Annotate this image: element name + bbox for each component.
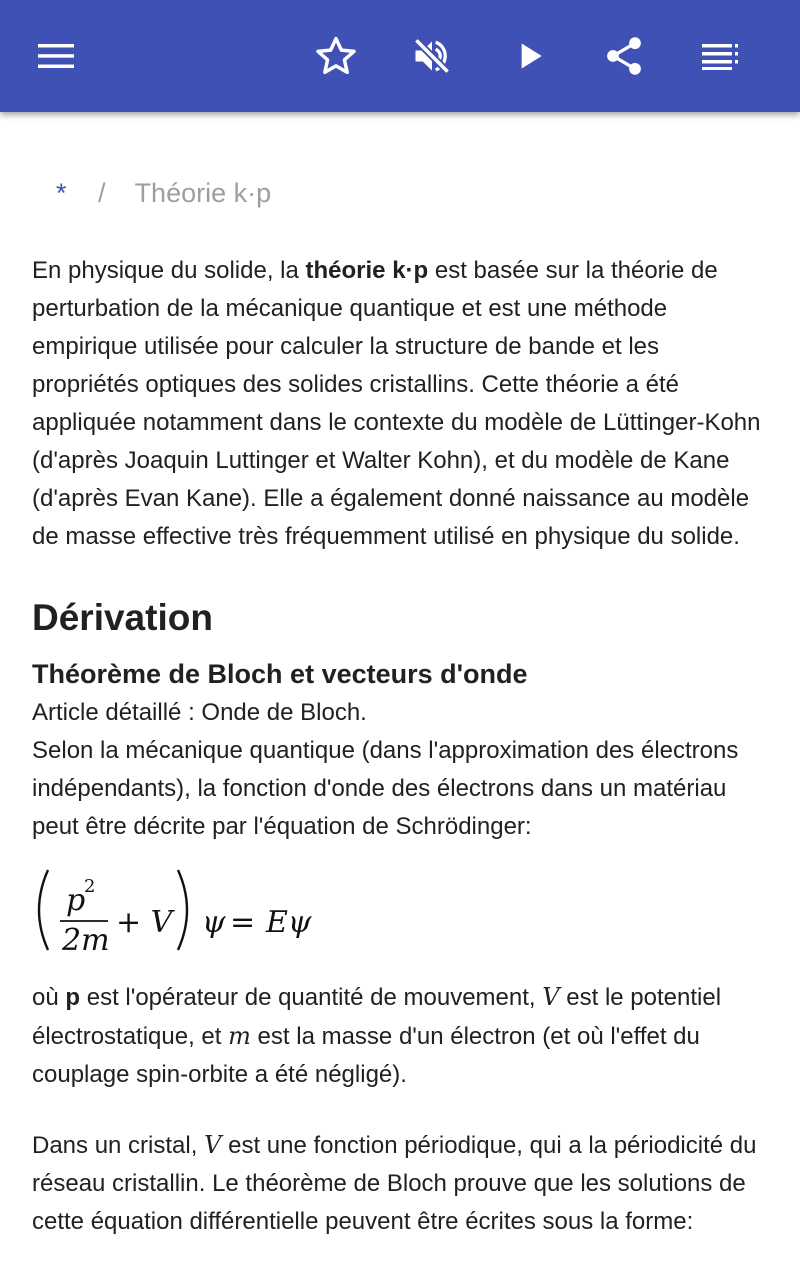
symbol-v: V bbox=[204, 1131, 222, 1159]
play-icon bbox=[510, 36, 550, 76]
intro-text-start: En physique du solide, la bbox=[32, 257, 306, 284]
text: est le potentiel électrostatique, et bbox=[32, 984, 722, 1050]
intro-term: théorie k·p bbox=[305, 257, 429, 284]
formula-equals: = bbox=[230, 905, 256, 940]
favorite-button[interactable] bbox=[304, 24, 368, 88]
breadcrumb-current: Théorie k·p bbox=[134, 178, 272, 208]
play-button[interactable] bbox=[498, 24, 562, 88]
app-toolbar bbox=[0, 0, 800, 112]
operator-paragraph bbox=[32, 978, 772, 1094]
mute-button[interactable] bbox=[400, 24, 464, 88]
menu-icon bbox=[36, 40, 76, 72]
breadcrumb-separator: / bbox=[98, 178, 106, 208]
breadcrumb-home-link[interactable]: * bbox=[56, 178, 67, 208]
formula-e-psi: Eψ bbox=[266, 905, 312, 940]
volume-off-icon bbox=[410, 34, 454, 78]
text: Dans un cristal, bbox=[32, 1132, 205, 1159]
symbol-p: p bbox=[65, 984, 81, 1011]
schrodinger-paragraph: Selon la mécanique quantique (dans l'approximation des électrons indépendants), la fonction d'onde des électrons dans un matériau peut être décrite par l'équation de Schrödinger: bbox=[32, 737, 739, 840]
section-heading: Dérivation bbox=[32, 597, 213, 638]
symbol-v: V bbox=[542, 983, 560, 1011]
breadcrumb bbox=[56, 178, 772, 218]
playlist-icon bbox=[700, 40, 740, 72]
text: est l'opérateur de quantité de mouvement, bbox=[80, 984, 543, 1011]
text: est une fonction périodique, qui a la périodicité du réseau cristallin. Le théorème de Bloch prouve que les solutions de cette équation différentielle peuvent être écrites sous la forme: bbox=[32, 1132, 757, 1235]
main-article-link[interactable]: Article détaillé : Onde de Bloch. bbox=[32, 699, 367, 726]
symbol-m: m bbox=[228, 1022, 251, 1050]
formula-exponent: 2 bbox=[84, 876, 96, 897]
playlist-button[interactable] bbox=[688, 24, 752, 88]
intro-text-rest: est basée sur la théorie de perturbation de la mécanique quantique et est une méthode empirique utilisée pour calculer la structure de bande et les propriétés optiques des solides cristallins. Cette théorie a été appliquée notamment dans le contexte du modèle de Lüttinger-Kohn (d'après Joaquin Luttinger et Walter Kohn), et du modèle de Kane (d'après Evan Kane). Elle a également donné naissance au modèle de masse effective très fréquemment utilisé en physique du solide. bbox=[32, 257, 761, 550]
text: est la masse d'un électron (et où l'effet du couplage spin-orbite a été négligé). bbox=[32, 1023, 700, 1088]
schrodinger-equation bbox=[32, 858, 772, 978]
formula-denominator: 2m bbox=[62, 923, 110, 958]
formula-psi: ψ bbox=[202, 905, 226, 940]
article-content bbox=[32, 160, 772, 1241]
intro-paragraph bbox=[32, 252, 772, 556]
star-outline-icon bbox=[314, 34, 358, 78]
formula-plus-v: + V bbox=[116, 905, 173, 940]
subsection-heading: Théorème de Bloch et vecteurs d'onde bbox=[32, 659, 528, 689]
formula-p: p bbox=[66, 883, 86, 918]
share-button[interactable] bbox=[592, 24, 656, 88]
share-icon bbox=[602, 34, 646, 78]
menu-button[interactable] bbox=[24, 24, 88, 88]
text: où bbox=[32, 984, 66, 1011]
crystal-paragraph bbox=[32, 1126, 772, 1241]
